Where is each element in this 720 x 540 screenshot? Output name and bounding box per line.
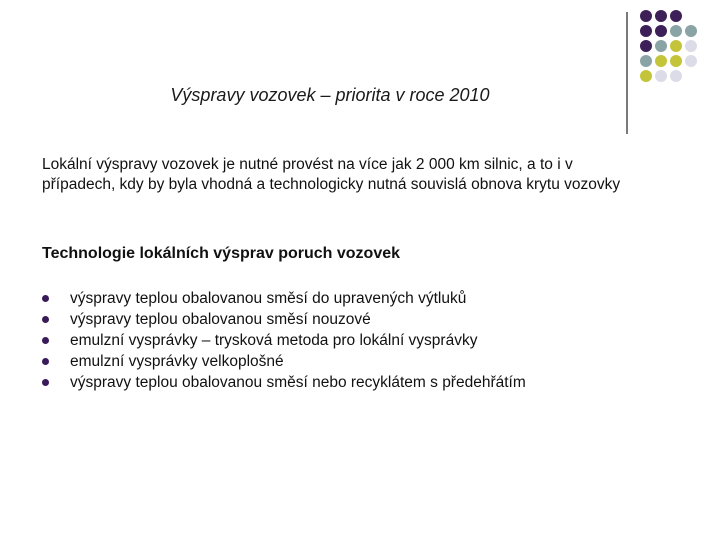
bullet-item bbox=[42, 330, 526, 351]
bullet-text: výspravy teplou obalovanou směsí nouzové bbox=[70, 310, 371, 328]
decorative-dot bbox=[655, 70, 667, 82]
slide-title: Výspravy vozovek – priorita v roce 2010 bbox=[170, 85, 490, 105]
decorative-dot bbox=[685, 40, 697, 52]
decorative-dot bbox=[655, 40, 667, 52]
decorative-dot-grid bbox=[640, 10, 697, 82]
decorative-dot bbox=[685, 25, 697, 37]
bullet-dot-icon bbox=[42, 316, 49, 323]
decorative-dot bbox=[640, 10, 652, 22]
bullet-text: emulzní vysprávky velkoplošné bbox=[70, 352, 284, 370]
decorative-dot bbox=[685, 70, 697, 82]
bullet-list bbox=[42, 288, 526, 393]
decorative-dot bbox=[670, 10, 682, 22]
section-heading: Technologie lokálních výsprav poruch vozovek bbox=[42, 245, 401, 262]
bullet-dot-icon bbox=[42, 379, 49, 386]
bullet-dot-icon bbox=[42, 337, 49, 344]
decorative-dot bbox=[670, 40, 682, 52]
bullet-text: výspravy teplou obalovanou směsí do upravených výtluků bbox=[70, 289, 467, 307]
decorative-dot bbox=[685, 55, 697, 67]
bullet-item bbox=[42, 309, 526, 330]
decorative-divider-line bbox=[626, 12, 628, 134]
bullet-item bbox=[42, 372, 526, 393]
decorative-dot bbox=[655, 55, 667, 67]
bullet-dot-icon bbox=[42, 295, 49, 302]
bullet-text: emulzní vysprávky – trysková metoda pro lokální vysprávky bbox=[70, 331, 478, 349]
bullet-text: výspravy teplou obalovanou směsí nebo recyklátem s předehřátím bbox=[70, 373, 526, 391]
decorative-dot bbox=[640, 25, 652, 37]
decorative-dot bbox=[655, 25, 667, 37]
intro-paragraph: Lokální výspravy vozovek je nutné provést na více jak 2 000 km silnic, a to i v případech, kdy by byla vhodná a technologicky nutná souvislá obnova krytu vozovky bbox=[42, 156, 621, 193]
decorative-dot bbox=[670, 70, 682, 82]
decorative-dot bbox=[670, 55, 682, 67]
decorative-dot bbox=[640, 55, 652, 67]
bullet-item bbox=[42, 351, 526, 372]
decorative-dot bbox=[670, 25, 682, 37]
decorative-dot bbox=[685, 10, 697, 22]
decorative-dot bbox=[640, 40, 652, 52]
decorative-dot bbox=[640, 70, 652, 82]
bullet-item bbox=[42, 288, 526, 309]
bullet-dot-icon bbox=[42, 358, 49, 365]
decorative-dot bbox=[655, 10, 667, 22]
